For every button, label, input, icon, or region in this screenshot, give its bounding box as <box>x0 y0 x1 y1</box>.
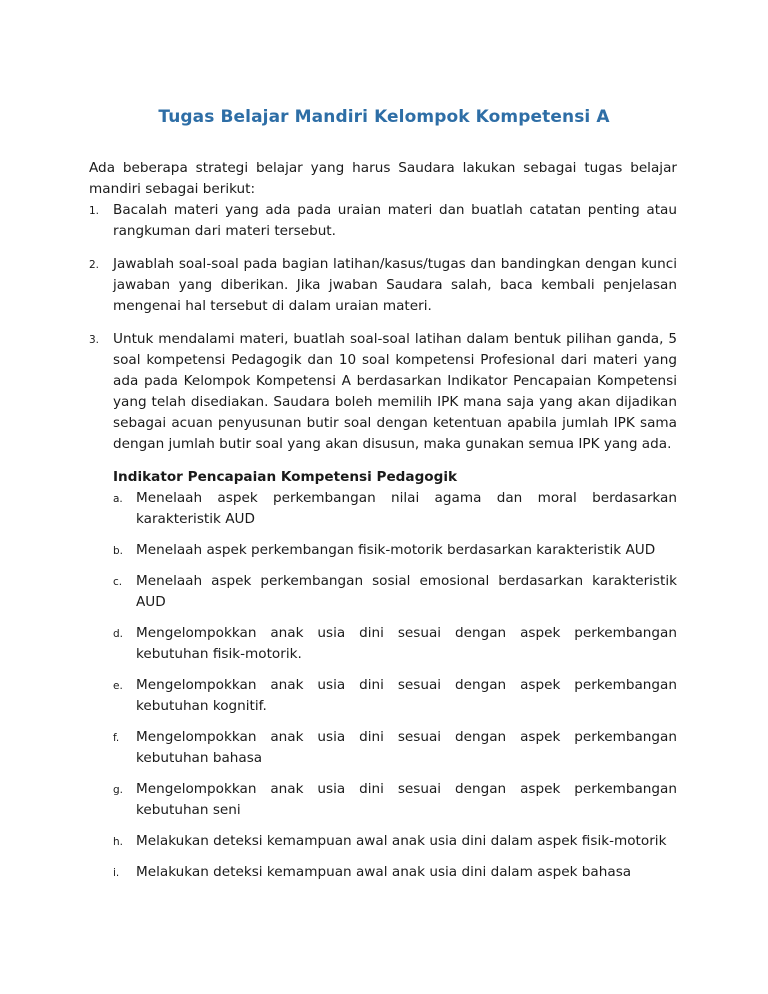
list-item <box>89 329 677 455</box>
indicator-text: Melakukan deteksi kemampuan awal anak usia dini dalam aspek bahasa <box>136 864 632 880</box>
indicator-item <box>113 540 677 561</box>
indicator-letter: b. <box>113 545 124 557</box>
indicator-item <box>113 488 677 530</box>
page-title: Tugas Belajar Mandiri Kelompok Kompetensi A <box>158 107 610 127</box>
indicator-list <box>89 488 677 883</box>
document-body <box>89 158 677 883</box>
indicator-text: Menelaah aspek perkembangan nilai agama dan moral berdasarkan karakteristik AUD <box>136 490 677 527</box>
indicator-text: Mengelompokkan anak usia dini sesuai dengan aspek perkembangan kebutuhan bahasa <box>136 729 677 766</box>
indicator-text: Mengelompokkan anak usia dini sesuai dengan aspek perkembangan kebutuhan seni <box>136 781 677 818</box>
list-item-text: Jawablah soal-soal pada bagian latihan/kasus/tugas dan bandingkan dengan kunci jawaban yang diberikan. Jika jwaban Saudara salah, baca kembali penjelasan mengenai hal tersebut di dalam uraian materi. <box>113 256 677 314</box>
indicator-letter: f. <box>113 732 120 744</box>
list-number: 1. <box>89 205 100 217</box>
indicator-item <box>113 831 677 852</box>
list-item <box>89 200 677 242</box>
indicator-letter: c. <box>113 576 123 588</box>
indicator-item <box>113 727 677 769</box>
intro-paragraph: Ada beberapa strategi belajar yang harus Saudara lakukan sebagai tugas belajar mandiri sebagai berikut: <box>89 160 677 197</box>
indicator-item <box>113 862 677 883</box>
list-item-text: Bacalah materi yang ada pada uraian materi dan buatlah catatan penting atau rangkuman dari materi tersebut. <box>113 202 677 239</box>
indicator-text: Mengelompokkan anak usia dini sesuai dengan aspek perkembangan kebutuhan kognitif. <box>136 677 677 714</box>
indicator-letter: i. <box>113 867 120 879</box>
indicator-letter: d. <box>113 628 124 640</box>
strategy-list <box>89 200 677 455</box>
indicator-text: Menelaah aspek perkembangan fisik-motorik berdasarkan karakteristik AUD <box>136 542 656 558</box>
indicator-letter: g. <box>113 784 124 796</box>
indicator-text: Menelaah aspek perkembangan sosial emosional berdasarkan karakteristik AUD <box>136 573 677 610</box>
indicator-item <box>113 779 677 821</box>
indicator-text: Melakukan deteksi kemampuan awal anak usia dini dalam aspek fisik-motorik <box>136 833 667 849</box>
indicator-item <box>113 675 677 717</box>
indicator-letter: a. <box>113 493 123 505</box>
list-item <box>89 254 677 317</box>
indicator-text: Mengelompokkan anak usia dini sesuai dengan aspek perkembangan kebutuhan fisik-motorik. <box>136 625 677 662</box>
indicator-item <box>113 571 677 613</box>
list-number: 3. <box>89 334 100 346</box>
indicator-letter: e. <box>113 680 123 692</box>
list-number: 2. <box>89 259 100 271</box>
indicator-letter: h. <box>113 836 123 848</box>
indicator-heading: Indikator Pencapaian Kompetensi Pedagogik <box>113 469 458 485</box>
indicator-item <box>113 623 677 665</box>
list-item-text: Untuk mendalami materi, buatlah soal-soal latihan dalam bentuk pilihan ganda, 5 soal kompetensi Pedagogik dan 10 soal kompetensi Profesional dari materi yang ada pada Kelompok Kompetensi A berdasarkan Indikator Pencapaian Kompetensi yang telah disediakan. Saudara boleh memilih IPK mana saja yang akan dijadikan sebagai acuan penyusunan butir soal dengan ketentuan apabila jumlah IPK sama dengan jumlah butir soal yang akan disusun, maka gunakan semua IPK yang ada. <box>113 331 677 452</box>
